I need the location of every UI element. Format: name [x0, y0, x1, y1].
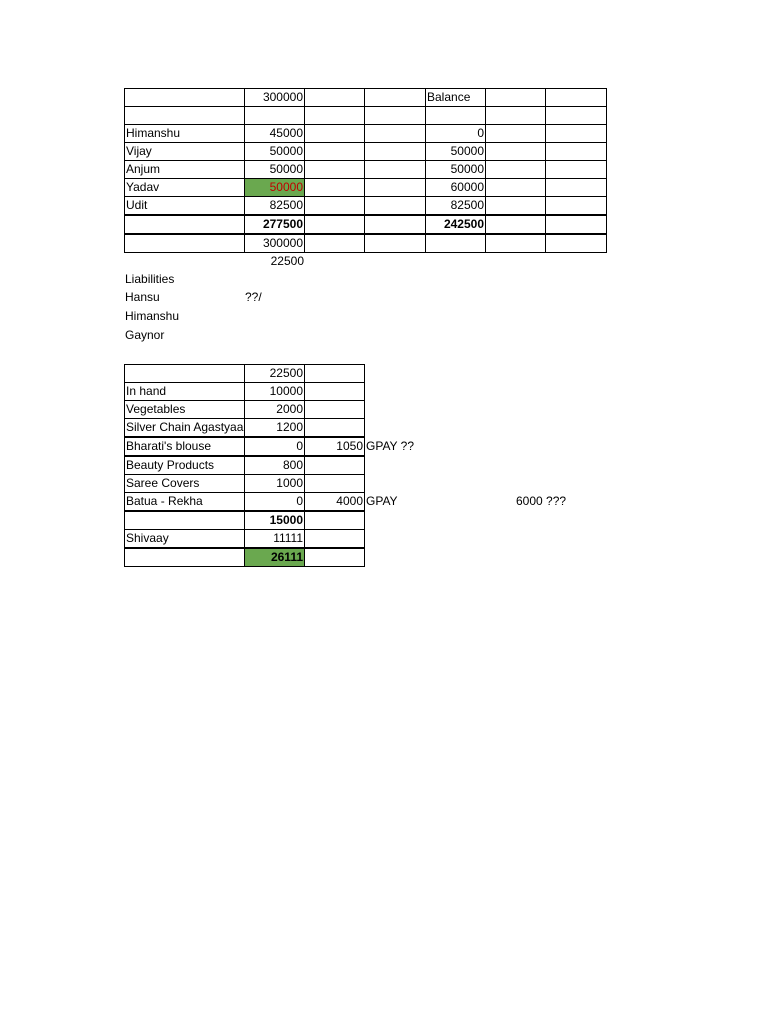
t1-blank-cell[interactable] — [485, 234, 546, 253]
t2-blank-cell[interactable] — [304, 511, 365, 530]
t1-row-name[interactable]: Yadav — [124, 178, 245, 197]
t2-row-amount[interactable]: 2000 — [244, 400, 305, 419]
t2-row-name[interactable]: Vegetables — [124, 400, 245, 419]
t2-blank-cell[interactable] — [304, 382, 365, 401]
t1-blank-cell[interactable] — [545, 124, 607, 143]
t1-row-balance[interactable]: 60000 — [425, 178, 486, 197]
t1-blank-cell[interactable] — [124, 88, 245, 107]
t2-row-name[interactable]: Silver Chain Agastyaa — [124, 418, 245, 437]
t2-blank-cell[interactable] — [304, 474, 365, 493]
t1-blank-cell[interactable] — [485, 124, 546, 143]
t2-row-amount[interactable]: 800 — [244, 456, 305, 475]
t1-blank-cell[interactable] — [304, 142, 365, 161]
t1-blank-cell[interactable] — [304, 234, 365, 253]
t1-blank-cell[interactable] — [545, 88, 607, 107]
t2-row-extra[interactable]: 4000 — [304, 492, 365, 511]
liability-name: Gaynor — [125, 328, 165, 342]
t2-row-amount[interactable]: 0 — [244, 437, 305, 456]
t1-blank-cell[interactable] — [485, 196, 546, 215]
t1-row-name[interactable]: Udit — [124, 196, 245, 215]
t1-total-amount[interactable]: 277500 — [244, 215, 305, 234]
t2-blank-cell[interactable] — [124, 511, 245, 530]
t1-blank-cell[interactable] — [304, 196, 365, 215]
t2-row-amount[interactable]: 10000 — [244, 382, 305, 401]
t1-header-amount[interactable]: 300000 — [244, 88, 305, 107]
t2-row-name[interactable]: Batua - Rekha — [124, 492, 245, 511]
t1-blank-cell[interactable] — [124, 106, 245, 125]
t2-row-extra[interactable]: 1050 — [304, 437, 365, 456]
t2-grand-total[interactable]: 26111 — [244, 548, 305, 567]
t1-target-amount[interactable]: 300000 — [244, 234, 305, 253]
t1-blank-cell[interactable] — [545, 178, 607, 197]
t2-blank-cell[interactable] — [304, 400, 365, 419]
t1-blank-cell[interactable] — [364, 215, 426, 234]
t1-blank-cell[interactable] — [485, 88, 546, 107]
t1-blank-cell[interactable] — [545, 106, 607, 125]
t2-subtotal[interactable]: 15000 — [244, 511, 305, 530]
t1-blank-cell[interactable] — [364, 124, 426, 143]
t2-row-amount[interactable]: 0 — [244, 492, 305, 511]
t1-blank-cell[interactable] — [485, 178, 546, 197]
t1-blank-cell[interactable] — [364, 196, 426, 215]
t1-blank-cell[interactable] — [545, 160, 607, 179]
t1-row-amount[interactable]: 82500 — [244, 196, 305, 215]
t1-row-name[interactable]: Himanshu — [124, 124, 245, 143]
t2-row-note: GPAY ?? — [366, 439, 415, 453]
liability-name: Hansu — [125, 290, 160, 304]
t1-blank-cell[interactable] — [364, 160, 426, 179]
t1-blank-cell[interactable] — [124, 234, 245, 253]
t2-row-amount[interactable]: 1000 — [244, 474, 305, 493]
t2-shivaay-amount[interactable]: 11111 — [244, 529, 305, 548]
t2-blank-cell[interactable] — [304, 456, 365, 475]
t2-row-name[interactable]: Bharati's blouse — [124, 437, 245, 456]
t1-total-balance[interactable]: 242500 — [425, 215, 486, 234]
t1-blank-cell[interactable] — [364, 106, 426, 125]
t1-blank-cell[interactable] — [485, 215, 546, 234]
t1-blank-cell[interactable] — [124, 215, 245, 234]
t1-blank-cell[interactable] — [545, 215, 607, 234]
t1-row-balance[interactable]: 50000 — [425, 160, 486, 179]
t1-balance-header[interactable]: Balance — [425, 88, 486, 107]
t2-shivaay-label[interactable]: Shivaay — [124, 529, 245, 548]
liability-name: Himanshu — [125, 309, 180, 323]
t1-blank-cell[interactable] — [304, 215, 365, 234]
t2-blank-cell[interactable] — [124, 548, 245, 567]
t1-blank-cell[interactable] — [545, 142, 607, 161]
t2-row-name[interactable]: Beauty Products — [124, 456, 245, 475]
t1-blank-cell[interactable] — [244, 106, 305, 125]
t2-header-amount[interactable]: 22500 — [244, 364, 305, 383]
t1-blank-cell[interactable] — [545, 196, 607, 215]
t1-row-balance[interactable]: 0 — [425, 124, 486, 143]
t2-row-name[interactable]: In hand — [124, 382, 245, 401]
t1-blank-cell[interactable] — [304, 106, 365, 125]
t1-blank-cell[interactable] — [364, 234, 426, 253]
t1-blank-cell[interactable] — [304, 124, 365, 143]
t1-difference[interactable]: 22500 — [270, 254, 304, 268]
liabilities-title: Liabilities — [125, 272, 175, 286]
t1-blank-cell[interactable] — [304, 160, 365, 179]
t1-row-amount[interactable]: 50000 — [244, 142, 305, 161]
t2-row-amount[interactable]: 1200 — [244, 418, 305, 437]
t1-row-amount[interactable]: 45000 — [244, 124, 305, 143]
t1-blank-cell[interactable] — [364, 88, 426, 107]
liability-note: ??/ — [245, 290, 262, 304]
t1-blank-cell[interactable] — [485, 160, 546, 179]
t1-row-name[interactable]: Anjum — [124, 160, 245, 179]
t1-blank-cell[interactable] — [545, 234, 607, 253]
t1-row-balance[interactable]: 50000 — [425, 142, 486, 161]
t2-row-name[interactable]: Saree Covers — [124, 474, 245, 493]
t1-blank-cell[interactable] — [304, 88, 365, 107]
t2-row-side-note: 6000 ??? — [516, 494, 567, 508]
t1-blank-cell[interactable] — [485, 106, 546, 125]
t2-blank-cell[interactable] — [124, 364, 245, 383]
t2-row-note: GPAY — [366, 494, 398, 508]
t1-blank-cell[interactable] — [304, 178, 365, 197]
t1-blank-cell[interactable] — [364, 142, 426, 161]
t2-blank-cell[interactable] — [304, 364, 365, 383]
t2-blank-cell[interactable] — [304, 548, 365, 567]
t1-row-amount-highlighted[interactable]: 50000 — [244, 178, 305, 197]
t2-blank-cell[interactable] — [304, 418, 365, 437]
t1-row-amount[interactable]: 50000 — [244, 160, 305, 179]
t2-blank-cell[interactable] — [304, 529, 365, 548]
t1-blank-cell[interactable] — [425, 106, 486, 125]
t1-row-balance[interactable]: 82500 — [425, 196, 486, 215]
t1-blank-cell[interactable] — [485, 142, 546, 161]
t1-row-name[interactable]: Vijay — [124, 142, 245, 161]
t1-blank-cell[interactable] — [364, 178, 426, 197]
t1-blank-cell[interactable] — [425, 234, 486, 253]
